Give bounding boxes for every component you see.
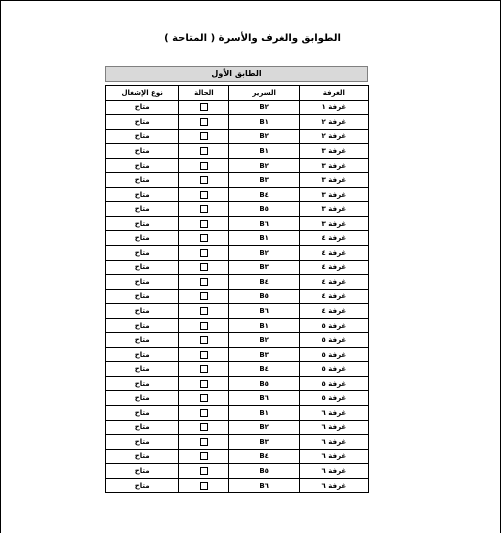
room-cell: غرفة ٣ bbox=[299, 173, 368, 188]
bed-cell: B٢ bbox=[229, 100, 299, 115]
status-cell bbox=[179, 435, 229, 450]
room-cell: غرفة ٣ bbox=[299, 216, 368, 231]
status-cell bbox=[179, 260, 229, 275]
occupancy-type-cell: متاح bbox=[106, 333, 179, 348]
occupancy-type-cell: متاح bbox=[106, 216, 179, 231]
beds-table bbox=[105, 85, 369, 493]
bed-cell: B٣ bbox=[229, 173, 299, 188]
room-cell: غرفة ٤ bbox=[299, 260, 368, 275]
occupancy-type-cell: متاح bbox=[106, 129, 179, 144]
status-checkbox[interactable] bbox=[200, 351, 208, 359]
table-row bbox=[106, 158, 369, 173]
occupancy-type-cell: متاح bbox=[106, 478, 179, 493]
table-row bbox=[106, 275, 369, 290]
bed-cell: B١ bbox=[229, 406, 299, 421]
status-cell bbox=[179, 187, 229, 202]
room-cell: غرفة ١ bbox=[299, 100, 368, 115]
status-checkbox[interactable] bbox=[200, 482, 208, 490]
table-row bbox=[106, 144, 369, 159]
status-checkbox[interactable] bbox=[200, 249, 208, 257]
bed-cell: B٤ bbox=[229, 187, 299, 202]
occupancy-type-cell: متاح bbox=[106, 100, 179, 115]
occupancy-type-cell: متاح bbox=[106, 406, 179, 421]
table-row bbox=[106, 202, 369, 217]
status-cell bbox=[179, 376, 229, 391]
bed-cell: B٥ bbox=[229, 289, 299, 304]
occupancy-type-cell: متاح bbox=[106, 420, 179, 435]
table-row bbox=[106, 391, 369, 406]
bed-cell: B١ bbox=[229, 318, 299, 333]
room-cell: غرفة ٣ bbox=[299, 187, 368, 202]
status-cell bbox=[179, 202, 229, 217]
occupancy-type-cell: متاح bbox=[106, 449, 179, 464]
status-cell bbox=[179, 304, 229, 319]
bed-cell: B٥ bbox=[229, 464, 299, 479]
status-cell bbox=[179, 144, 229, 159]
room-cell: غرفة ٦ bbox=[299, 478, 368, 493]
occupancy-type-cell: متاح bbox=[106, 464, 179, 479]
table-row bbox=[106, 478, 369, 493]
table-row bbox=[106, 318, 369, 333]
bed-cell: B٣ bbox=[229, 435, 299, 450]
floor-header: الطابق الأول bbox=[105, 66, 368, 82]
status-cell bbox=[179, 318, 229, 333]
table-row bbox=[106, 420, 369, 435]
status-cell bbox=[179, 449, 229, 464]
status-cell bbox=[179, 362, 229, 377]
room-cell: غرفة ٦ bbox=[299, 420, 368, 435]
bed-cell: B١ bbox=[229, 231, 299, 246]
status-cell bbox=[179, 129, 229, 144]
room-cell: غرفة ٢ bbox=[299, 115, 368, 130]
bed-cell: B٦ bbox=[229, 478, 299, 493]
occupancy-type-cell: متاح bbox=[106, 318, 179, 333]
bed-cell: B٣ bbox=[229, 347, 299, 362]
status-checkbox[interactable] bbox=[200, 467, 208, 475]
occupancy-type-cell: متاح bbox=[106, 202, 179, 217]
occupancy-type-cell: متاح bbox=[106, 304, 179, 319]
occupancy-type-cell: متاح bbox=[106, 289, 179, 304]
bed-cell: B٥ bbox=[229, 202, 299, 217]
table-row bbox=[106, 406, 369, 421]
status-checkbox[interactable] bbox=[200, 162, 208, 170]
status-checkbox[interactable] bbox=[200, 220, 208, 228]
column-header-room: الغرفة bbox=[299, 86, 368, 101]
status-cell bbox=[179, 391, 229, 406]
table-row bbox=[106, 100, 369, 115]
room-cell: غرفة ٢ bbox=[299, 129, 368, 144]
room-cell: غرفة ٤ bbox=[299, 246, 368, 261]
bed-cell: B٦ bbox=[229, 304, 299, 319]
room-cell: غرفة ٦ bbox=[299, 406, 368, 421]
bed-cell: B٦ bbox=[229, 391, 299, 406]
table-row bbox=[106, 231, 369, 246]
bed-cell: B١ bbox=[229, 144, 299, 159]
room-cell: غرفة ٥ bbox=[299, 362, 368, 377]
bed-cell: B٢ bbox=[229, 158, 299, 173]
page-title: الطوابق والغرف والأسرة ( المتاحة ) bbox=[164, 33, 341, 44]
room-cell: غرفة ٣ bbox=[299, 202, 368, 217]
status-checkbox[interactable] bbox=[200, 191, 208, 199]
column-header-type: نوع الإشغال bbox=[106, 86, 179, 101]
table-row bbox=[106, 435, 369, 450]
status-checkbox[interactable] bbox=[200, 307, 208, 315]
bed-cell: B٣ bbox=[229, 260, 299, 275]
occupancy-type-cell: متاح bbox=[106, 187, 179, 202]
occupancy-type-cell: متاح bbox=[106, 158, 179, 173]
bed-cell: B٢ bbox=[229, 420, 299, 435]
bed-cell: B٢ bbox=[229, 246, 299, 261]
column-header-bed: السرير bbox=[229, 86, 299, 101]
status-cell bbox=[179, 216, 229, 231]
table-row bbox=[106, 362, 369, 377]
status-checkbox[interactable] bbox=[200, 234, 208, 242]
status-cell bbox=[179, 246, 229, 261]
status-checkbox[interactable] bbox=[200, 409, 208, 417]
status-cell bbox=[179, 420, 229, 435]
status-checkbox[interactable] bbox=[200, 322, 208, 330]
table-row bbox=[106, 115, 369, 130]
occupancy-type-cell: متاح bbox=[106, 246, 179, 261]
status-checkbox[interactable] bbox=[200, 394, 208, 402]
occupancy-type-cell: متاح bbox=[106, 376, 179, 391]
status-checkbox[interactable] bbox=[200, 132, 208, 140]
status-checkbox[interactable] bbox=[200, 103, 208, 111]
bed-cell: B٤ bbox=[229, 449, 299, 464]
status-checkbox[interactable] bbox=[200, 336, 208, 344]
bed-cell: B٤ bbox=[229, 362, 299, 377]
occupancy-type-cell: متاح bbox=[106, 362, 179, 377]
room-cell: غرفة ٤ bbox=[299, 304, 368, 319]
table-row bbox=[106, 376, 369, 391]
table-row bbox=[106, 260, 369, 275]
status-cell bbox=[179, 464, 229, 479]
status-cell bbox=[179, 478, 229, 493]
status-checkbox[interactable] bbox=[200, 278, 208, 286]
status-cell bbox=[179, 347, 229, 362]
status-cell bbox=[179, 173, 229, 188]
room-cell: غرفة ٥ bbox=[299, 347, 368, 362]
bed-cell: B٢ bbox=[229, 129, 299, 144]
status-checkbox[interactable] bbox=[200, 292, 208, 300]
table-row bbox=[106, 464, 369, 479]
status-checkbox[interactable] bbox=[200, 423, 208, 431]
room-cell: غرفة ٤ bbox=[299, 231, 368, 246]
table-row bbox=[106, 333, 369, 348]
bed-cell: B٦ bbox=[229, 216, 299, 231]
bed-cell: B٢ bbox=[229, 333, 299, 348]
table-row bbox=[106, 129, 369, 144]
status-checkbox[interactable] bbox=[200, 438, 208, 446]
status-checkbox[interactable] bbox=[200, 380, 208, 388]
room-cell: غرفة ٤ bbox=[299, 289, 368, 304]
room-cell: غرفة ٥ bbox=[299, 391, 368, 406]
occupancy-type-cell: متاح bbox=[106, 173, 179, 188]
status-checkbox[interactable] bbox=[200, 176, 208, 184]
room-cell: غرفة ٤ bbox=[299, 275, 368, 290]
table-row bbox=[106, 449, 369, 464]
occupancy-type-cell: متاح bbox=[106, 391, 179, 406]
status-cell bbox=[179, 289, 229, 304]
table-row bbox=[106, 216, 369, 231]
table-body bbox=[106, 100, 369, 493]
occupancy-type-cell: متاح bbox=[106, 144, 179, 159]
room-cell: غرفة ٥ bbox=[299, 333, 368, 348]
room-cell: غرفة ٦ bbox=[299, 464, 368, 479]
status-cell bbox=[179, 231, 229, 246]
room-cell: غرفة ٦ bbox=[299, 435, 368, 450]
occupancy-type-cell: متاح bbox=[106, 231, 179, 246]
table-row bbox=[106, 173, 369, 188]
room-cell: غرفة ٥ bbox=[299, 376, 368, 391]
room-cell: غرفة ٣ bbox=[299, 144, 368, 159]
status-checkbox[interactable] bbox=[200, 263, 208, 271]
occupancy-type-cell: متاح bbox=[106, 115, 179, 130]
table-row bbox=[106, 187, 369, 202]
status-cell bbox=[179, 333, 229, 348]
table-row bbox=[106, 347, 369, 362]
occupancy-type-cell: متاح bbox=[106, 435, 179, 450]
table-header-row bbox=[106, 86, 369, 101]
room-cell: غرفة ٥ bbox=[299, 318, 368, 333]
bed-cell: B٤ bbox=[229, 275, 299, 290]
status-cell bbox=[179, 406, 229, 421]
room-cell: غرفة ٣ bbox=[299, 158, 368, 173]
status-checkbox[interactable] bbox=[200, 147, 208, 155]
bed-cell: B٥ bbox=[229, 376, 299, 391]
bed-cell: B١ bbox=[229, 115, 299, 130]
status-cell bbox=[179, 158, 229, 173]
status-checkbox[interactable] bbox=[200, 365, 208, 373]
room-cell: غرفة ٦ bbox=[299, 449, 368, 464]
status-checkbox[interactable] bbox=[200, 118, 208, 126]
occupancy-type-cell: متاح bbox=[106, 260, 179, 275]
occupancy-type-cell: متاح bbox=[106, 347, 179, 362]
table-row bbox=[106, 246, 369, 261]
status-cell bbox=[179, 275, 229, 290]
status-checkbox[interactable] bbox=[200, 452, 208, 460]
occupancy-type-cell: متاح bbox=[106, 275, 179, 290]
status-cell bbox=[179, 115, 229, 130]
status-checkbox[interactable] bbox=[200, 205, 208, 213]
column-header-status: الحالة bbox=[179, 86, 229, 101]
status-cell bbox=[179, 100, 229, 115]
table-row bbox=[106, 304, 369, 319]
table-row bbox=[106, 289, 369, 304]
